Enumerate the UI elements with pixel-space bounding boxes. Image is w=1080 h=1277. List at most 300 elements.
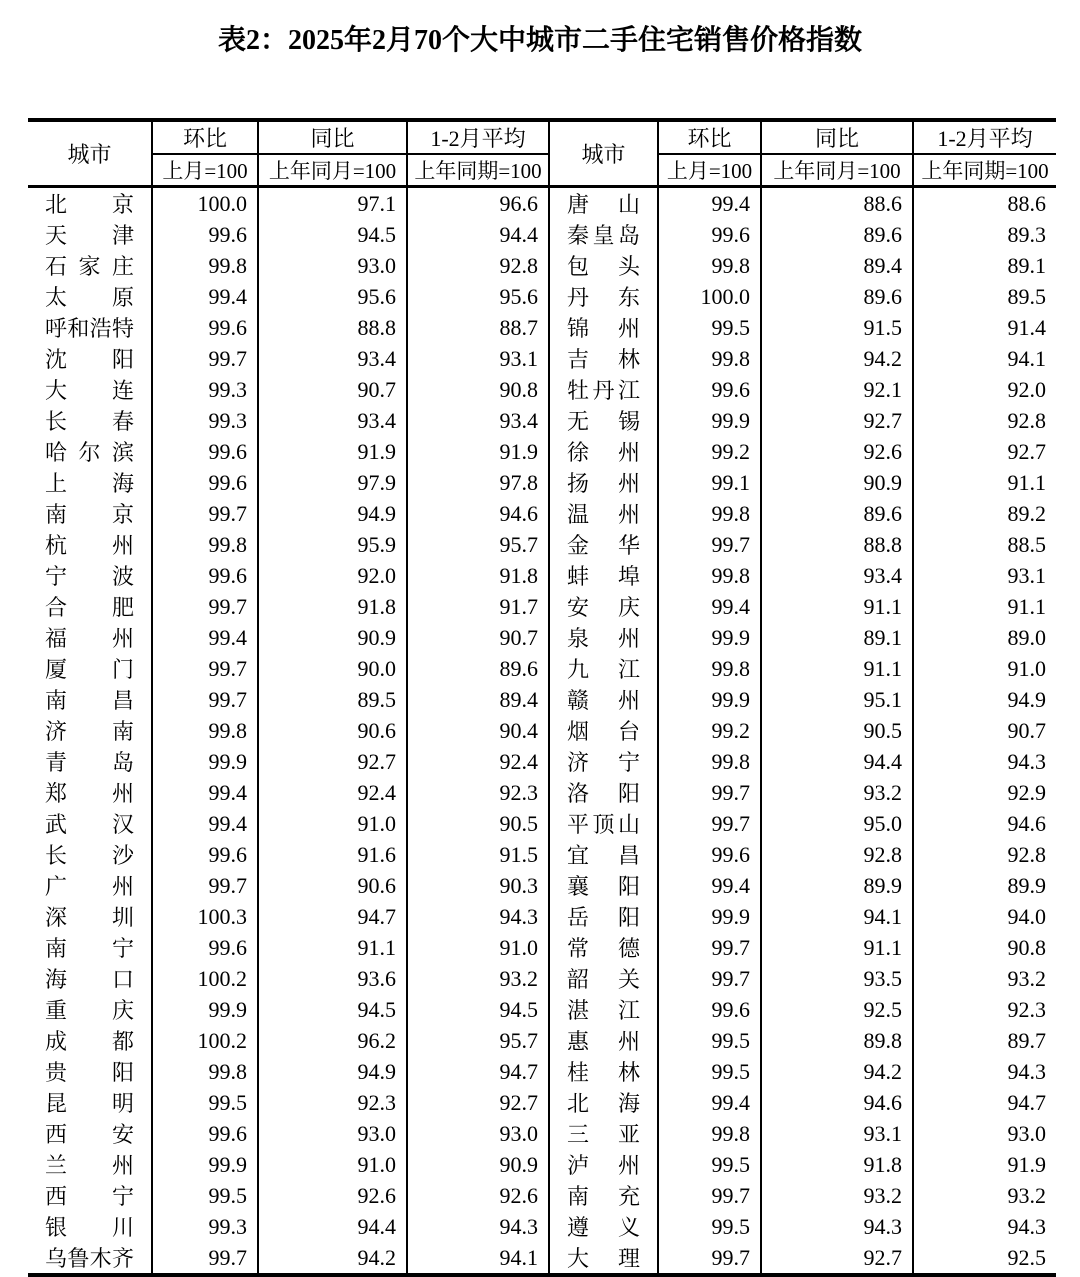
avg-header-left: 1-2月平均 (407, 120, 549, 154)
city-char: 州 (111, 1153, 134, 1178)
city-cell (549, 312, 658, 343)
city-char: 江 (617, 378, 640, 403)
mom-value-cell: 99.8 (658, 746, 761, 777)
yoy-value-cell: 93.5 (761, 963, 913, 994)
city-char: 和 (67, 316, 90, 341)
city-char: 福 (45, 626, 68, 651)
city-char: 南 (111, 719, 134, 744)
city-char: 南 (45, 502, 68, 527)
city-cell (28, 436, 152, 467)
yoy-value-cell: 92.6 (258, 1180, 407, 1211)
city-char: 长 (45, 409, 68, 434)
city-char: 特 (111, 316, 134, 341)
table-row (28, 963, 1056, 994)
city-char: 尔 (78, 440, 101, 465)
city-cell (28, 187, 152, 220)
table-row (28, 560, 1056, 591)
city-cell (549, 839, 658, 870)
city-char: 家 (78, 254, 101, 279)
city-char: 连 (111, 378, 134, 403)
yoy-value-cell: 93.4 (258, 343, 407, 374)
city-cell (28, 901, 152, 932)
city-char: 林 (617, 347, 640, 372)
city-char: 济 (567, 750, 590, 775)
table-row (28, 1056, 1056, 1087)
mom-value-cell: 99.5 (658, 1056, 761, 1087)
city-char: 亚 (617, 1122, 640, 1147)
mom-value-cell: 99.8 (658, 498, 761, 529)
city-char: 江 (617, 657, 640, 682)
city-cell (28, 591, 152, 622)
yoy-value-cell: 90.6 (258, 870, 407, 901)
yoy-value-cell: 96.2 (258, 1025, 407, 1056)
city-char: 州 (111, 533, 134, 558)
mom-value-cell: 99.7 (152, 653, 258, 684)
city-cell (28, 1180, 152, 1211)
table-row (28, 1025, 1056, 1056)
mom-value-cell: 99.6 (152, 1118, 258, 1149)
city-char: 原 (111, 285, 134, 310)
avg-value-cell: 92.3 (407, 777, 549, 808)
table-row (28, 808, 1056, 839)
city-char: 温 (567, 502, 590, 527)
city-cell (549, 1149, 658, 1180)
avg-value-cell: 91.1 (1007, 469, 1046, 495)
yoy-value-cell: 94.2 (258, 1242, 407, 1275)
avg-value-cell: 92.3 (1007, 996, 1046, 1022)
city-char: 桂 (567, 1060, 590, 1085)
city-char: 江 (617, 998, 640, 1023)
city-char: 广 (45, 874, 68, 899)
city-cell (549, 653, 658, 684)
city-char: 太 (45, 285, 68, 310)
mom-value-cell: 99.8 (658, 1118, 761, 1149)
city-char: 大 (567, 1246, 590, 1271)
city-cell (28, 1056, 152, 1087)
city-cell (549, 715, 658, 746)
city-char: 州 (617, 1029, 640, 1054)
avg-value-cell: 90.8 (407, 374, 549, 405)
table-row (28, 1087, 1056, 1118)
mom-value-cell: 100.2 (152, 1025, 258, 1056)
price-index-table (28, 118, 1056, 1277)
city-char: 山 (617, 192, 640, 217)
city-char: 金 (567, 533, 590, 558)
city-cell (549, 219, 658, 250)
avg-value-cell: 92.6 (407, 1180, 549, 1211)
mom-value-cell: 99.9 (658, 684, 761, 715)
yoy-value-cell: 92.0 (258, 560, 407, 591)
yoy-value-cell: 88.8 (761, 529, 913, 560)
city-char: 惠 (567, 1029, 590, 1054)
city-cell (28, 1211, 152, 1242)
mom-value-cell: 99.6 (658, 839, 761, 870)
avg-value-cell: 89.4 (407, 684, 549, 715)
city-char: 丹 (567, 285, 590, 310)
city-char: 明 (111, 1091, 134, 1116)
yoy-value-cell: 91.9 (258, 436, 407, 467)
city-char: 浩 (89, 316, 112, 341)
yoy-value-cell: 93.4 (761, 560, 913, 591)
city-char: 庆 (617, 595, 640, 620)
avg-value-cell: 88.6 (1007, 190, 1046, 216)
table-row (28, 498, 1056, 529)
avg-value-cell: 92.9 (1007, 779, 1046, 805)
city-char: 门 (111, 657, 134, 682)
city-char: 京 (111, 192, 134, 217)
city-char: 台 (617, 719, 640, 744)
avg-value-cell: 90.5 (407, 808, 549, 839)
yoy-value-cell: 89.9 (761, 870, 913, 901)
yoy-value-cell: 89.5 (258, 684, 407, 715)
mom-value-cell: 99.4 (152, 281, 258, 312)
avg-value-cell: 90.7 (407, 622, 549, 653)
city-cell (28, 1025, 152, 1056)
mom-value-cell: 99.7 (152, 870, 258, 901)
avg-value-cell: 94.3 (407, 901, 549, 932)
yoy-value-cell: 93.4 (258, 405, 407, 436)
avg-value-cell: 94.4 (407, 219, 549, 250)
table-row (28, 932, 1056, 963)
avg-value-cell: 94.3 (1007, 1058, 1046, 1084)
city-char: 贵 (45, 1060, 68, 1085)
city-char: 乌 (45, 1246, 68, 1271)
city-char: 唐 (567, 192, 590, 217)
city-cell (28, 746, 152, 777)
avg-value-cell: 94.3 (1007, 1213, 1046, 1239)
mom-value-cell: 99.6 (152, 932, 258, 963)
city-char: 皇 (592, 223, 615, 248)
city-char: 津 (111, 223, 134, 248)
city-char: 岳 (567, 905, 590, 930)
mom-value-cell: 99.5 (658, 1211, 761, 1242)
city-char: 呼 (45, 316, 68, 341)
avg-value-cell: 93.2 (1007, 1182, 1046, 1208)
city-cell (28, 560, 152, 591)
yoy-value-cell: 88.6 (761, 187, 913, 220)
city-char: 成 (45, 1029, 68, 1054)
table-row (28, 312, 1056, 343)
city-cell (549, 777, 658, 808)
avg-base-left: 上年同期=100 (407, 154, 549, 187)
mom-value-cell: 99.6 (152, 436, 258, 467)
city-char: 三 (567, 1122, 590, 1147)
mom-value-cell: 99.9 (152, 994, 258, 1025)
city-cell (549, 1056, 658, 1087)
mom-value-cell: 99.4 (658, 187, 761, 220)
avg-value-cell: 89.1 (1007, 252, 1046, 278)
mom-value-cell: 99.6 (152, 312, 258, 343)
mom-base-left: 上月=100 (152, 154, 258, 187)
yoy-value-cell: 91.1 (258, 932, 407, 963)
yoy-value-cell: 91.6 (258, 839, 407, 870)
table-row (28, 715, 1056, 746)
mom-value-cell: 99.6 (152, 219, 258, 250)
avg-value-cell: 91.9 (407, 436, 549, 467)
table-row (28, 653, 1056, 684)
header-row-labels (28, 120, 1056, 154)
table-row (28, 187, 1056, 220)
city-cell (28, 839, 152, 870)
city-cell (549, 1180, 658, 1211)
yoy-value-cell: 94.2 (761, 343, 913, 374)
city-cell (28, 1118, 152, 1149)
mom-value-cell: 99.6 (658, 994, 761, 1025)
mom-header-left: 环比 (152, 120, 258, 154)
city-char: 木 (89, 1246, 112, 1271)
city-char: 圳 (111, 905, 134, 930)
yoy-value-cell: 94.9 (258, 1056, 407, 1087)
city-char: 川 (111, 1215, 134, 1240)
city-char: 安 (567, 595, 590, 620)
yoy-value-cell: 91.0 (258, 1149, 407, 1180)
city-cell (549, 963, 658, 994)
city-char: 徐 (567, 440, 590, 465)
city-cell (549, 932, 658, 963)
city-char: 锦 (567, 316, 590, 341)
yoy-value-cell: 90.5 (761, 715, 913, 746)
city-char: 上 (45, 471, 68, 496)
yoy-value-cell: 93.2 (761, 777, 913, 808)
mom-value-cell: 99.7 (658, 1180, 761, 1211)
yoy-value-cell: 94.6 (761, 1087, 913, 1118)
city-char: 银 (45, 1215, 68, 1240)
avg-value-cell: 89.5 (1007, 283, 1046, 309)
avg-value-cell: 94.3 (1007, 748, 1046, 774)
mom-value-cell: 99.6 (152, 839, 258, 870)
city-char: 哈 (45, 440, 68, 465)
city-char: 阳 (617, 781, 640, 806)
mom-value-cell: 99.9 (152, 746, 258, 777)
city-cell (28, 250, 152, 281)
yoy-value-cell: 89.6 (761, 219, 913, 250)
yoy-value-cell: 97.9 (258, 467, 407, 498)
city-cell (28, 622, 152, 653)
avg-value-cell: 89.3 (1007, 221, 1046, 247)
city-cell (28, 281, 152, 312)
city-cell (549, 498, 658, 529)
avg-value-cell: 94.9 (1007, 686, 1046, 712)
city-cell (549, 808, 658, 839)
city-char: 顶 (592, 812, 615, 837)
city-char: 常 (567, 936, 590, 961)
city-char: 州 (617, 688, 640, 713)
mom-value-cell: 99.6 (152, 560, 258, 591)
avg-value-cell: 94.3 (407, 1211, 549, 1242)
city-char: 齐 (111, 1246, 134, 1271)
avg-value-cell: 93.0 (407, 1118, 549, 1149)
city-char: 湛 (567, 998, 590, 1023)
city-cell (28, 343, 152, 374)
city-cell (549, 746, 658, 777)
city-char: 武 (45, 812, 68, 837)
city-cell (28, 870, 152, 901)
city-char: 蚌 (567, 564, 590, 589)
avg-value-cell: 92.8 (1007, 841, 1046, 867)
mom-value-cell: 99.1 (658, 467, 761, 498)
avg-value-cell: 93.2 (1007, 965, 1046, 991)
city-char: 头 (617, 254, 640, 279)
mom-value-cell: 99.4 (658, 1087, 761, 1118)
mom-value-cell: 99.7 (658, 932, 761, 963)
city-char: 牡 (567, 378, 590, 403)
city-cell (549, 405, 658, 436)
city-char: 深 (45, 905, 68, 930)
city-char: 石 (45, 254, 68, 279)
city-char: 吉 (567, 347, 590, 372)
mom-value-cell: 99.3 (152, 405, 258, 436)
mom-value-cell: 99.7 (658, 808, 761, 839)
avg-value-cell: 94.5 (407, 994, 549, 1025)
city-cell (28, 467, 152, 498)
mom-value-cell: 99.6 (658, 374, 761, 405)
city-char: 青 (45, 750, 68, 775)
yoy-base-left: 上年同月=100 (258, 154, 407, 187)
city-char: 春 (111, 409, 134, 434)
avg-value-cell: 91.0 (407, 932, 549, 963)
city-char: 韶 (567, 967, 590, 992)
table-row (28, 994, 1056, 1025)
avg-value-cell: 92.8 (1007, 407, 1046, 433)
avg-value-cell: 90.7 (1007, 717, 1046, 743)
city-char: 京 (111, 502, 134, 527)
city-cell (549, 1211, 658, 1242)
city-cell (549, 343, 658, 374)
city-cell (549, 529, 658, 560)
city-char: 肥 (111, 595, 134, 620)
mom-value-cell: 99.2 (658, 715, 761, 746)
city-char: 天 (45, 223, 68, 248)
mom-value-cell: 99.7 (152, 684, 258, 715)
city-char: 岛 (617, 223, 640, 248)
avg-value-cell: 89.6 (407, 653, 549, 684)
city-char: 赣 (567, 688, 590, 713)
city-char: 汉 (111, 812, 134, 837)
avg-value-cell: 94.1 (407, 1242, 549, 1275)
avg-value-cell: 94.7 (407, 1056, 549, 1087)
city-cell (28, 994, 152, 1025)
avg-value-cell: 91.7 (407, 591, 549, 622)
city-cell (28, 405, 152, 436)
yoy-value-cell: 88.8 (258, 312, 407, 343)
city-char: 重 (45, 998, 68, 1023)
avg-value-cell: 91.5 (407, 839, 549, 870)
city-cell (549, 901, 658, 932)
avg-value-cell: 95.7 (407, 529, 549, 560)
avg-value-cell: 94.1 (1007, 345, 1046, 371)
city-char: 宁 (617, 750, 640, 775)
city-cell (549, 1087, 658, 1118)
avg-value-cell: 92.0 (1007, 376, 1046, 402)
avg-value-cell: 89.9 (1007, 872, 1046, 898)
table-row (28, 591, 1056, 622)
mom-value-cell: 99.8 (152, 250, 258, 281)
mom-header-right: 环比 (658, 120, 761, 154)
city-cell (28, 715, 152, 746)
city-cell (549, 1025, 658, 1056)
yoy-value-cell: 92.6 (761, 436, 913, 467)
city-char: 大 (45, 378, 68, 403)
mom-value-cell: 99.4 (658, 591, 761, 622)
avg-value-cell: 93.1 (1007, 562, 1046, 588)
yoy-value-cell: 94.5 (258, 994, 407, 1025)
yoy-value-cell: 91.1 (761, 932, 913, 963)
avg-value-cell: 94.6 (407, 498, 549, 529)
city-cell (549, 1242, 658, 1275)
yoy-value-cell: 94.2 (761, 1056, 913, 1087)
city-char: 义 (617, 1215, 640, 1240)
yoy-value-cell: 89.4 (761, 250, 913, 281)
avg-value-cell: 91.9 (1007, 1151, 1046, 1177)
yoy-value-cell: 92.8 (761, 839, 913, 870)
avg-value-cell: 90.3 (407, 870, 549, 901)
yoy-value-cell: 94.9 (258, 498, 407, 529)
city-char: 州 (617, 316, 640, 341)
avg-value-cell: 95.6 (407, 281, 549, 312)
avg-header-right: 1-2月平均 (913, 120, 1056, 154)
mom-value-cell: 99.6 (658, 219, 761, 250)
mom-value-cell: 99.7 (658, 963, 761, 994)
city-char: 鲁 (67, 1246, 90, 1271)
avg-value-cell: 95.7 (407, 1025, 549, 1056)
table-row (28, 839, 1056, 870)
yoy-value-cell: 92.7 (761, 405, 913, 436)
yoy-value-cell: 89.6 (761, 281, 913, 312)
city-cell (28, 777, 152, 808)
city-cell (28, 932, 152, 963)
city-cell (28, 312, 152, 343)
mom-value-cell: 100.0 (152, 187, 258, 220)
city-char: 州 (617, 440, 640, 465)
table-row (28, 777, 1056, 808)
avg-value-cell: 97.8 (407, 467, 549, 498)
table-row (28, 901, 1056, 932)
avg-value-cell: 88.5 (1007, 531, 1046, 557)
city-cell (549, 591, 658, 622)
yoy-value-cell: 94.4 (258, 1211, 407, 1242)
yoy-value-cell: 92.5 (761, 994, 913, 1025)
city-cell (549, 560, 658, 591)
city-char: 厦 (45, 657, 68, 682)
mom-value-cell: 99.4 (152, 777, 258, 808)
city-char: 宁 (45, 564, 68, 589)
table-body (28, 187, 1056, 1276)
mom-value-cell: 99.9 (658, 622, 761, 653)
yoy-value-cell: 91.5 (761, 312, 913, 343)
city-char: 阳 (111, 1060, 134, 1085)
yoy-value-cell: 91.8 (258, 591, 407, 622)
city-char: 海 (617, 1091, 640, 1116)
yoy-value-cell: 95.0 (761, 808, 913, 839)
city-char: 宁 (111, 1184, 134, 1209)
yoy-value-cell: 92.7 (761, 1242, 913, 1275)
mom-value-cell: 99.5 (658, 1149, 761, 1180)
yoy-value-cell: 95.9 (258, 529, 407, 560)
yoy-value-cell: 94.5 (258, 219, 407, 250)
city-cell (28, 653, 152, 684)
yoy-value-cell: 93.2 (761, 1180, 913, 1211)
city-char: 烟 (567, 719, 590, 744)
city-char: 关 (617, 967, 640, 992)
city-char: 扬 (567, 471, 590, 496)
mom-value-cell: 99.4 (152, 808, 258, 839)
avg-value-cell: 93.1 (407, 343, 549, 374)
table-row (28, 529, 1056, 560)
table-row (28, 436, 1056, 467)
city-char: 华 (617, 533, 640, 558)
city-cell (549, 250, 658, 281)
city-cell (28, 498, 152, 529)
